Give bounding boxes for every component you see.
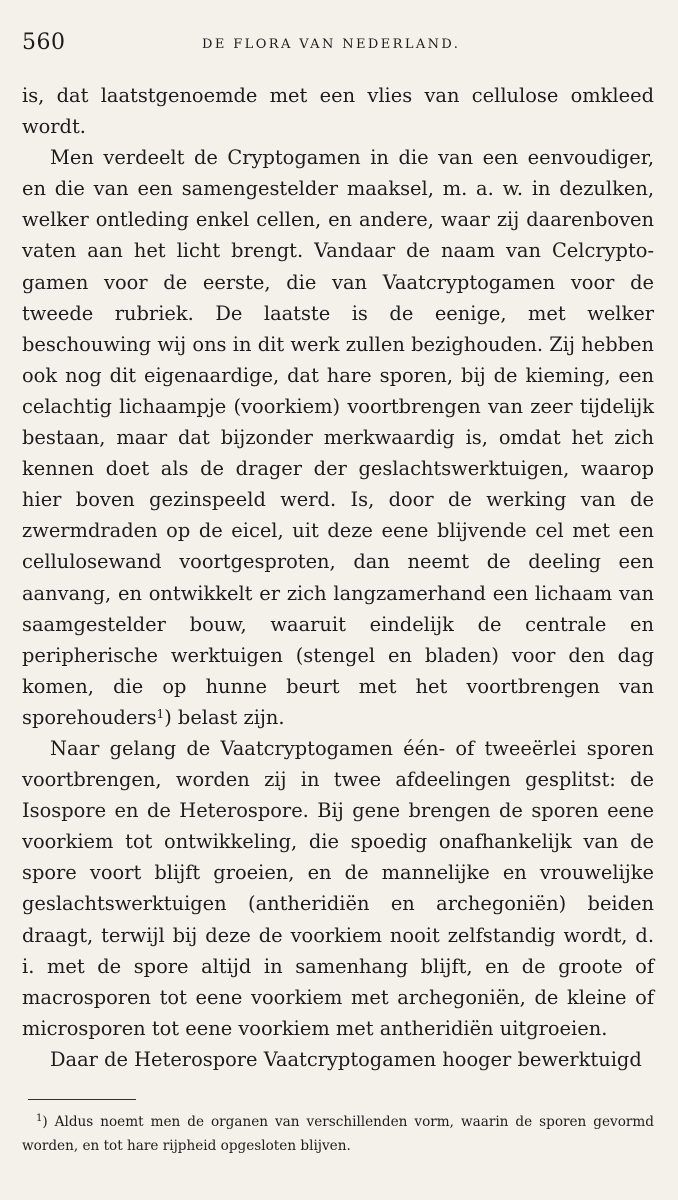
page-number: 560	[22, 30, 66, 55]
paragraph-text: is, dat laatstgenoemde met een vlies van cellulose omkleed wordt.	[22, 84, 654, 139]
paragraph-heterospore	[22, 1044, 654, 1075]
footnote-text: ) Aldus noemt men de organen van verschillenden vorm, waarin de sporen gevormd worden, en tot hare rijpheid opgesloten blijven.	[22, 1114, 654, 1154]
footnote	[22, 1110, 654, 1158]
footnote-marker: 1	[36, 1113, 43, 1124]
running-title: DE FLORA VAN NEDERLAND.	[202, 37, 461, 52]
running-head	[22, 28, 654, 58]
paragraph-text-end: ) belast zijn.	[164, 705, 285, 729]
footnote-divider	[28, 1099, 136, 1100]
footnote-reference: 1	[156, 706, 165, 721]
paragraph-text: Naar gelang de Vaatcryptogamen één- of tweeërlei sporen voortbrengen, worden zij in twee afdeelingen gesplitst: de Isospore en de Heterospore. Bij gene brengen de sporen eene voorkiem tot ontwikkeling, die spoedig onafhankelijk van de spore voort blijft groeien, en de mannelijke en vrouwelijke geslachtswerktuigen (antheridiën en archegoniën) beiden draagt, terwijl bij deze de voorkiem nooit zelfstandig wordt, d. i. met de spore altijd in samenhang blijft, en de groote of macrosporen tot eene voorkiem met archegoniën, de kleine of microsporen tot eene voorkiem met antheridiën uitgroeien.	[22, 736, 654, 1040]
body-text	[22, 80, 654, 1075]
paragraph-cryptogamen	[22, 142, 654, 733]
paragraph-sporen	[22, 733, 654, 1044]
paragraph-text: Daar de Heterospore Vaatcryptogamen hooger bewerktuigd	[50, 1047, 642, 1071]
paragraph-text: Men verdeelt de Cryptogamen in die van een eenvoudiger, en die van een samengestelder maaksel, m. a. w. in dezulken, welker ontleding enkel cellen, en andere, waar zij daarenboven vaten aan het licht brengt. Vandaar de naam van Celcryptogamen voor de eerste, die van Vaatcryptogamen voor de tweede rubriek. De laatste is de eenige, met welker beschouwing wij ons in dit werk zullen bezighouden. Zij hebben ook nog dit eigenaardige, dat hare sporen, bij de kieming, een celachtig lichaampje (voorkiem) voortbrengen van zeer tijdelijk bestaan, maar dat bijzonder merkwaardig is, omdat het zich kennen doet als de drager der geslachtswerktuigen, waarop hier boven gezinspeeld werd. Is, door de werking van de zwermdraden op de eicel, uit deze eene blijvende cel met een cellulosewand voortgesproten, dan neemt de deeling een aanvang, en ontwikkelt er zich langzamerhand een lichaam van saamgestelder bouw, waaruit eindelijk de centrale en peripherische werktuigen (stengel en bladen) voor den dag komen, die op hunne beurt met het voortbrengen van sporehouders	[22, 146, 654, 729]
paragraph-continuation	[22, 80, 654, 142]
